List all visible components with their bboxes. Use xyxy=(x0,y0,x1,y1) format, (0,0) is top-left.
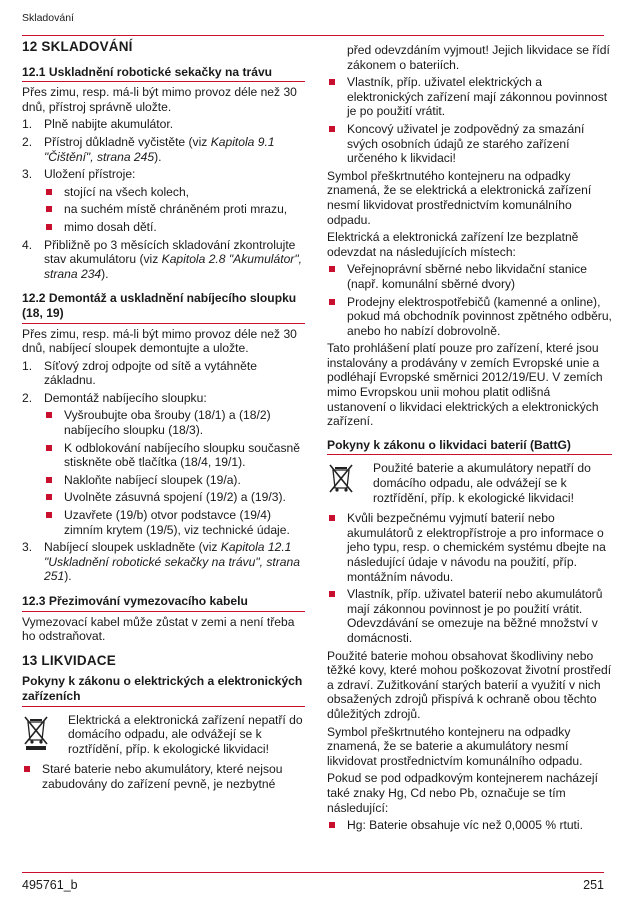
bullet-icon xyxy=(327,262,347,291)
cross-reference-link[interactable]: Kapitola 2.8 "Akumulátor", strana 234 xyxy=(44,252,302,281)
bullet-icon xyxy=(44,408,64,437)
bullet-icon xyxy=(44,508,64,537)
bullet-icon xyxy=(327,511,347,584)
right-column xyxy=(327,43,612,836)
bullet-icon xyxy=(327,122,347,166)
cross-reference-link[interactable]: Kapitola 12.1 "Uskladnění robotické sekačky na trávu", strana 251 xyxy=(44,540,300,584)
cross-reference-link[interactable]: Kapitola 9.1 "Čištění", strana 245 xyxy=(44,134,275,164)
bullet-item: mimo dosah dětí. xyxy=(44,220,305,235)
battery-notice: Použité baterie a akumulátory nepatří do domácího odpadu, ale odvážejí se k roztřídění, příp. k ekologické likvidaci! xyxy=(327,461,612,505)
bullet-icon xyxy=(44,473,64,488)
paragraph: Elektrická a elektronická zařízení lze bezplatně odevzdat na následujících místech: xyxy=(327,230,579,259)
bullet-icon xyxy=(44,220,64,235)
bullet-item: Uvolněte zásuvná spojení (19/2) a (19/3). xyxy=(44,490,305,505)
paragraph: Přes zimu, resp. má-li být mimo provoz déle než 30 dnů, přístroj správně uložte. xyxy=(22,85,297,114)
paragraph: Přes zimu, resp. má-li být mimo provoz déle než 30 dnů, nabíjecí sloupek demontujte a uložte. xyxy=(22,326,297,356)
bullet-item: Kvůli bezpečnému vyjmutí baterií nebo akumulátorů z elektropřístroje a pro informace o jeho typu, resp. o chemickém systému dbejte na následující údaje v návodu na použití, příp. montážním návodu. xyxy=(327,511,612,584)
divider xyxy=(22,323,305,324)
divider xyxy=(22,611,305,612)
section-13-heading: 13 LIKVIDACE xyxy=(22,652,116,668)
bullet-item: Vlastník, příp. uživatel elektrických a elektronických zařízení mají zákonnou povinnost je po použití vrátit. xyxy=(327,75,612,119)
bullet-continuation: před odevzdáním vyjmout! Jejich likvidace se řídí zákonem o bateriích. xyxy=(347,43,610,72)
divider xyxy=(327,454,612,455)
bullet-item: Vyšroubujte oba šrouby (18/1) a (18/2) nabíjecího sloupku (18/3). xyxy=(44,408,305,437)
section-12-1-heading: 12.1 Uskladnění robotické sekačky na trávu xyxy=(22,64,273,79)
bullet-icon xyxy=(44,441,64,470)
bullet-icon xyxy=(327,75,347,119)
bullet-icon xyxy=(44,490,64,505)
step: 1. Síťový zdroj odpojte od sítě a vytáhněte základnu. xyxy=(22,358,257,388)
paragraph: Použité baterie mohou obsahovat škodliviny nebo těžké kovy, které mohou poškozovat životní prostředí a zdraví. Zužitkování starých baterií a využití v nich obsažených zdrojů přispívá k ochraně obou těchto důležitých zdrojů. xyxy=(327,648,612,721)
weee-notice: Elektrická a elektronická zařízení nepatří do domácího odpadu, ale odvážejí se k roztřídění, příp. k ekologické likvidaci! xyxy=(22,713,305,757)
section-12-3-heading: 12.3 Přezimování vymezovacího kabelu xyxy=(22,594,248,608)
weee-heading: Pokyny k zákonu o elektrických a elektronických zařízeních xyxy=(22,674,303,703)
bullet-item: Vlastník, příp. uživatel baterií nebo akumulátorů mají zákonnou povinnost je po použití vrátit. Odevzdávání se omezuje na běžné množství v domácnosti. xyxy=(327,587,612,645)
bullet-item: stojící na všech kolech, xyxy=(44,185,305,200)
bullet-icon xyxy=(327,587,347,645)
step: 3. Uložení přístroje: xyxy=(22,167,136,182)
paragraph: Tato prohlášení platí pouze pro zařízení, které jsou instalovány a prodávány v zemích Evropské unie a podléhají Evropské směrnici 2012/19/EU. V zemích mimo Evropskou unii mohou platit odlišná ustanovení o likvidaci elektrických a elektronických zařízení. xyxy=(327,341,603,429)
paragraph: Pokud se pod odpadkovým kontejnerem nacházejí také znaky Hg, Cd nebo Pb, označuje se tím následující: xyxy=(327,771,598,815)
bullet-icon xyxy=(22,762,42,791)
paragraph: Symbol přeškrtnutého kontejneru na odpadky znamená, že se baterie a akumulátory nesmí likvidovat prostřednictvím komunálního odpadu. xyxy=(327,724,583,768)
paragraph: Symbol přeškrtnutého kontejneru na odpadky znamená, že se elektrická a elektronická zařízení nesmí likvidovat prostřednictvím komunálního odpadu. xyxy=(327,168,592,227)
bullet-item: Koncový uživatel je zodpovědný za smazání svých osobních údajů ze starého zařízení určeného k likvidaci! xyxy=(327,122,612,166)
paragraph: Vymezovací kabel může zůstat v zemi a není třeba ho odstraňovat. xyxy=(22,614,295,644)
step: 2. Demontáž nabíjecího sloupku: xyxy=(22,390,207,405)
step: 3. Nabíjecí sloupek uskladněte (viz Kapitola 12.1 "Uskladnění robotické sekačky na trávu", strana 251). xyxy=(22,540,300,584)
bullet-item: na suchém místě chráněném proti mrazu, xyxy=(44,202,305,217)
page-number: 251 xyxy=(583,878,604,892)
step: 4. Přibližně po 3 měsících skladování zkontrolujte stav akumulátoru (viz Kapitola 2.8 "Akumulátor", strana 234). xyxy=(22,237,302,281)
step: 1. Plně nabijte akumulátor. xyxy=(22,117,174,132)
bullet-icon xyxy=(44,202,64,217)
bullet-item: Prodejny elektrospotřebičů (kamenné a online), pokud má obchodník povinnost zpětného odběru, anebo ho nabízí dobrovolně. xyxy=(327,295,612,339)
bullet-icon xyxy=(44,185,64,200)
divider xyxy=(22,706,305,707)
battery-law-heading: Pokyny k zákonu o likvidaci baterií (BattG) xyxy=(327,437,571,452)
header-divider xyxy=(22,35,604,36)
page-header-title: Skladování xyxy=(22,12,74,24)
bullet-item: Staré baterie nebo akumulátory, které nejsou zabudovány do zařízení pevně, je nezbytné xyxy=(22,762,305,791)
bullet-item: Veřejnoprávní sběrné nebo likvidační stanice (např. komunální sběrné dvory) xyxy=(327,262,612,291)
document-number: 495761_b xyxy=(22,878,78,892)
crossed-out-bin-icon xyxy=(327,461,373,505)
step: 2. Přístroj důkladně vyčistěte (viz Kapitola 9.1 "Čištění", strana 245). xyxy=(22,134,275,164)
bullet-icon xyxy=(327,818,347,833)
crossed-out-bin-icon xyxy=(22,713,68,757)
bullet-item: Hg: Baterie obsahuje víc než 0,0005 % rtuti. xyxy=(327,818,612,833)
section-12-2-heading: 12.2 Demontáž a uskladnění nabíjecího sloupku (18, 19) xyxy=(22,291,297,320)
bullet-item: Uzavřete (19/b) otvor podstavce (19/4) zimním krytem (19/5), viz technické údaje. xyxy=(44,508,305,537)
left-column xyxy=(22,40,305,795)
bullet-item: Nakloňte nabíjecí sloupek (19/a). xyxy=(44,473,305,488)
bullet-item: K odblokování nabíjecího sloupku současně stiskněte obě tlačítka (18/4, 19/1). xyxy=(44,441,305,470)
footer-divider xyxy=(22,872,604,873)
section-12-heading: 12 SKLADOVÁNÍ xyxy=(22,39,133,54)
bullet-icon xyxy=(327,295,347,339)
divider xyxy=(22,81,305,82)
